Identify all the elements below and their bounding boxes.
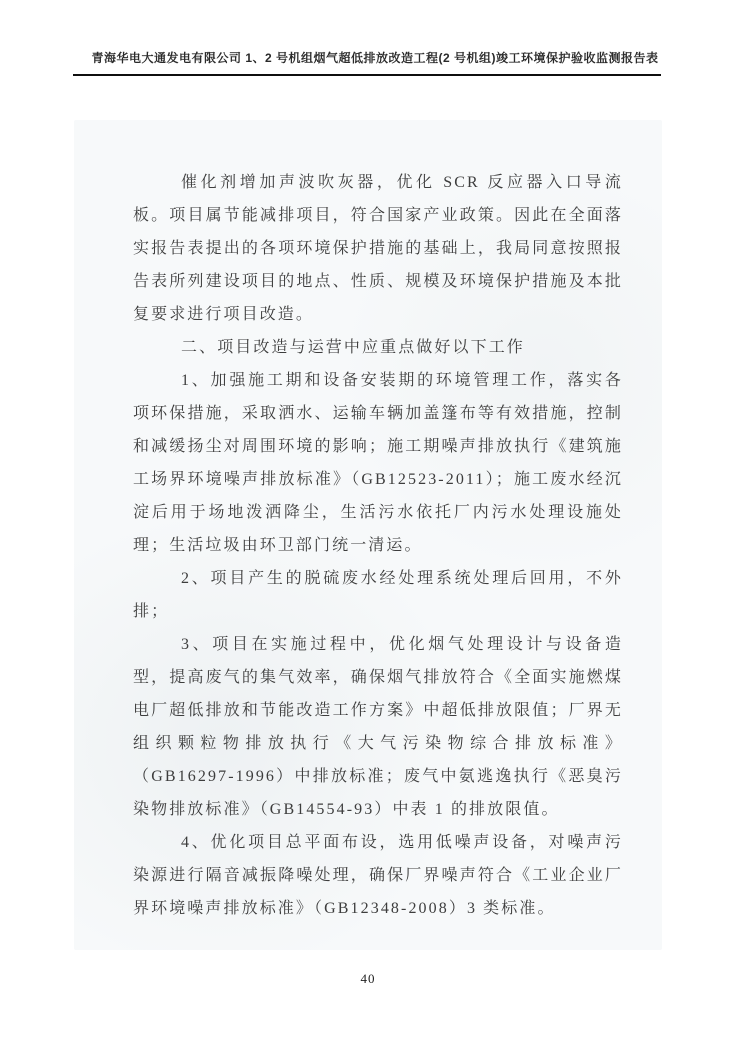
page-number: 40: [360, 971, 376, 986]
page-header-title: 青海华电大通发电有限公司 1、2 号机组烟气超低排放改造工程(2 号机组)竣工环境保护验收监测报告表: [91, 51, 659, 65]
paragraph-item-2: 2、项目产生的脱硫废水经处理系统处理后回用，不外排；: [133, 570, 623, 620]
paragraph-intro: 催化剂增加声波吹灰器，优化 SCR 反应器入口导流板。项目属节能减排项目，符合国家产业政策。因此在全面落实报告表提出的各项环境保护措施的基础上，我局同意按照报告表所列建设项目的地点、性质、规模及环境保护措施及本批复要求进行项目改造。: [133, 174, 623, 323]
paragraph-section-heading: 二、项目改造与运营中应重点做好以下工作: [181, 339, 525, 356]
header-rule-divider: [73, 74, 661, 76]
paragraph-item-3: 3、项目在实施过程中，优化烟气处理设计与设备造型，提高废气的集气效率，确保烟气排放符合《全面实施燃煤电厂超低排放和节能改造工作方案》中超低排放限值；厂界无组织颗粒物排放执行《大气污染物综合排放标准》（GB16297-1996）中排放标准；废气中氨逃逸执行《恶臭污染物排放标准》（GB14554-93）中表 1 的排放限值。: [133, 636, 623, 818]
paragraph-item-1: 1、加强施工期和设备安装期的环境管理工作，落实各项环保措施，采取洒水、运输车辆加盖篷布等有效措施，控制和减缓扬尘对周围环境的影响；施工期噪声排放执行《建筑施工场界环境噪声排放标准》（GB12523-2011）；施工废水经沉淀后用于场地泼洒降尘，生活污水依托厂内污水处理设施处理；生活垃圾由环卫部门统一清运。: [133, 372, 623, 554]
page-footer: [0, 971, 736, 987]
document-body: [133, 166, 623, 925]
scanned-page-region: [74, 120, 662, 950]
paragraph-item-4: 4、优化项目总平面布设，选用低噪声设备，对噪声污染源进行隔音减振降噪处理，确保厂界噪声符合《工业企业厂界环境噪声排放标准》（GB12348-2008）3 类标准。: [133, 834, 623, 917]
